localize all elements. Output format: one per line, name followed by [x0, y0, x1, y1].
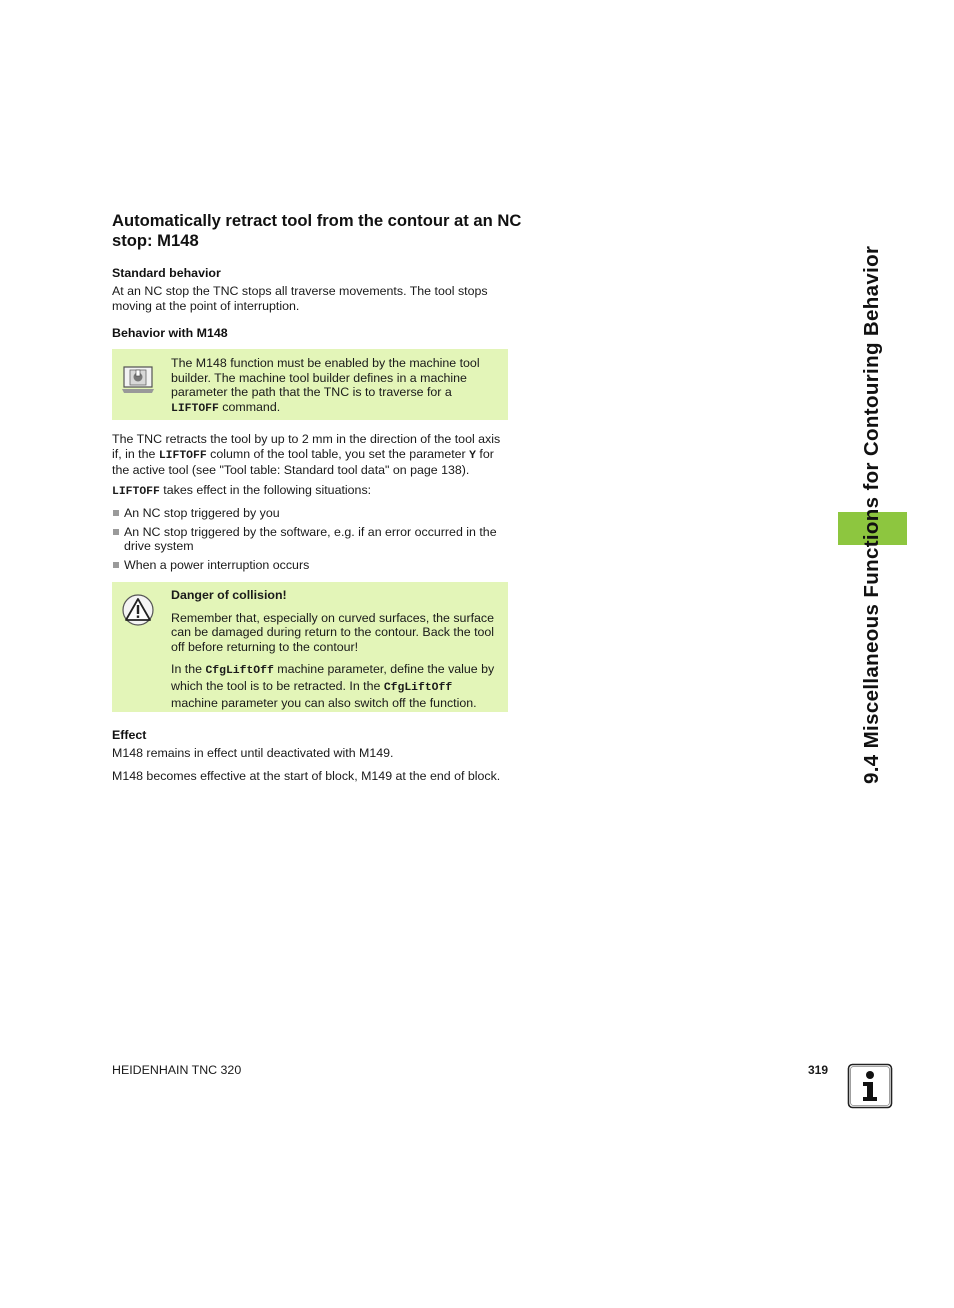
info-icon — [847, 1063, 893, 1109]
text-part: for the active tool (see "Tool table: Standard tool data" on page 138). — [112, 446, 494, 478]
text-part: machine parameter, define the value by which the tool is to be retracted. In the — [171, 662, 495, 693]
warning-text — [171, 588, 501, 710]
liftoff-code: LIFTOFF — [158, 449, 207, 462]
note-text-part: command. — [218, 399, 281, 414]
effect-heading: Effect — [112, 728, 147, 742]
section-title: Automatically retract tool from the contour at an NC stop: M148 — [112, 211, 522, 250]
standard-behavior-text: At an NC stop the TNC stops all traverse movements. The tool stops moving at the point of interruption. — [112, 284, 488, 313]
situations-list — [112, 506, 508, 576]
cfgliftoff-code: CfgLiftOff — [205, 665, 274, 678]
text-part: column of the tool table, you set the parameter — [206, 446, 470, 461]
collision-warning-box — [112, 582, 508, 712]
list-item-text: When a power interruption occurs — [124, 557, 310, 572]
list-item-text: An NC stop triggered by the software, e.g. if an error occurred in the drive system — [124, 524, 497, 554]
warning-title: Danger of collision! — [171, 588, 287, 602]
bullet-square-icon — [113, 562, 119, 568]
list-item — [112, 525, 508, 554]
text-part: The TNC retracts the tool by up to 2 mm in the direction of the tool axis if, in the — [112, 432, 501, 461]
cfgliftoff-code: CfgLiftOff — [383, 681, 453, 694]
liftoff-code: LIFTOFF — [112, 486, 160, 498]
footer-product: HEIDENHAIN TNC 320 — [112, 1063, 242, 1077]
text-part: machine parameter you can also switch off the function. — [171, 695, 477, 710]
warning-paragraph — [171, 662, 501, 710]
retract-description — [112, 432, 508, 478]
liftoff-situations-intro — [112, 483, 508, 500]
machine-note-text — [171, 356, 501, 416]
standard-behavior-heading: Standard behavior — [112, 266, 221, 280]
machine-note-box — [112, 349, 508, 420]
effect-text-2: M148 becomes effective at the start of block, M149 at the end of block. — [112, 769, 501, 783]
bullet-square-icon — [113, 510, 119, 516]
list-item-text: An NC stop triggered by you — [124, 506, 280, 520]
chapter-title: 9.4 Miscellaneous Functions for Contouring Behavior — [860, 245, 883, 784]
warning-triangle-icon — [121, 594, 155, 626]
warning-paragraph: Remember that, especially on curved surfaces, the surface can be damaged during return to the contour. Back the tool off before returning to the contour! — [171, 610, 495, 654]
text-part: In the — [171, 662, 206, 677]
list-item — [112, 506, 508, 521]
note-text-part: The M148 function must be enabled by the machine tool builder. The machine tool builder defines in a machine parameter the path that the TNC is to traverse for a — [171, 356, 480, 400]
list-item — [112, 558, 508, 573]
machine-parameter-icon — [121, 365, 155, 395]
y-code: Y — [469, 449, 476, 462]
page-number: 319 — [808, 1063, 829, 1077]
text-part: takes effect in the following situations: — [159, 483, 372, 497]
bullet-square-icon — [113, 529, 119, 535]
effect-text-1: M148 remains in effect until deactivated with M149. — [112, 746, 394, 760]
m148-behavior-heading: Behavior with M148 — [112, 326, 228, 340]
liftoff-code: LIFTOFF — [171, 402, 219, 415]
